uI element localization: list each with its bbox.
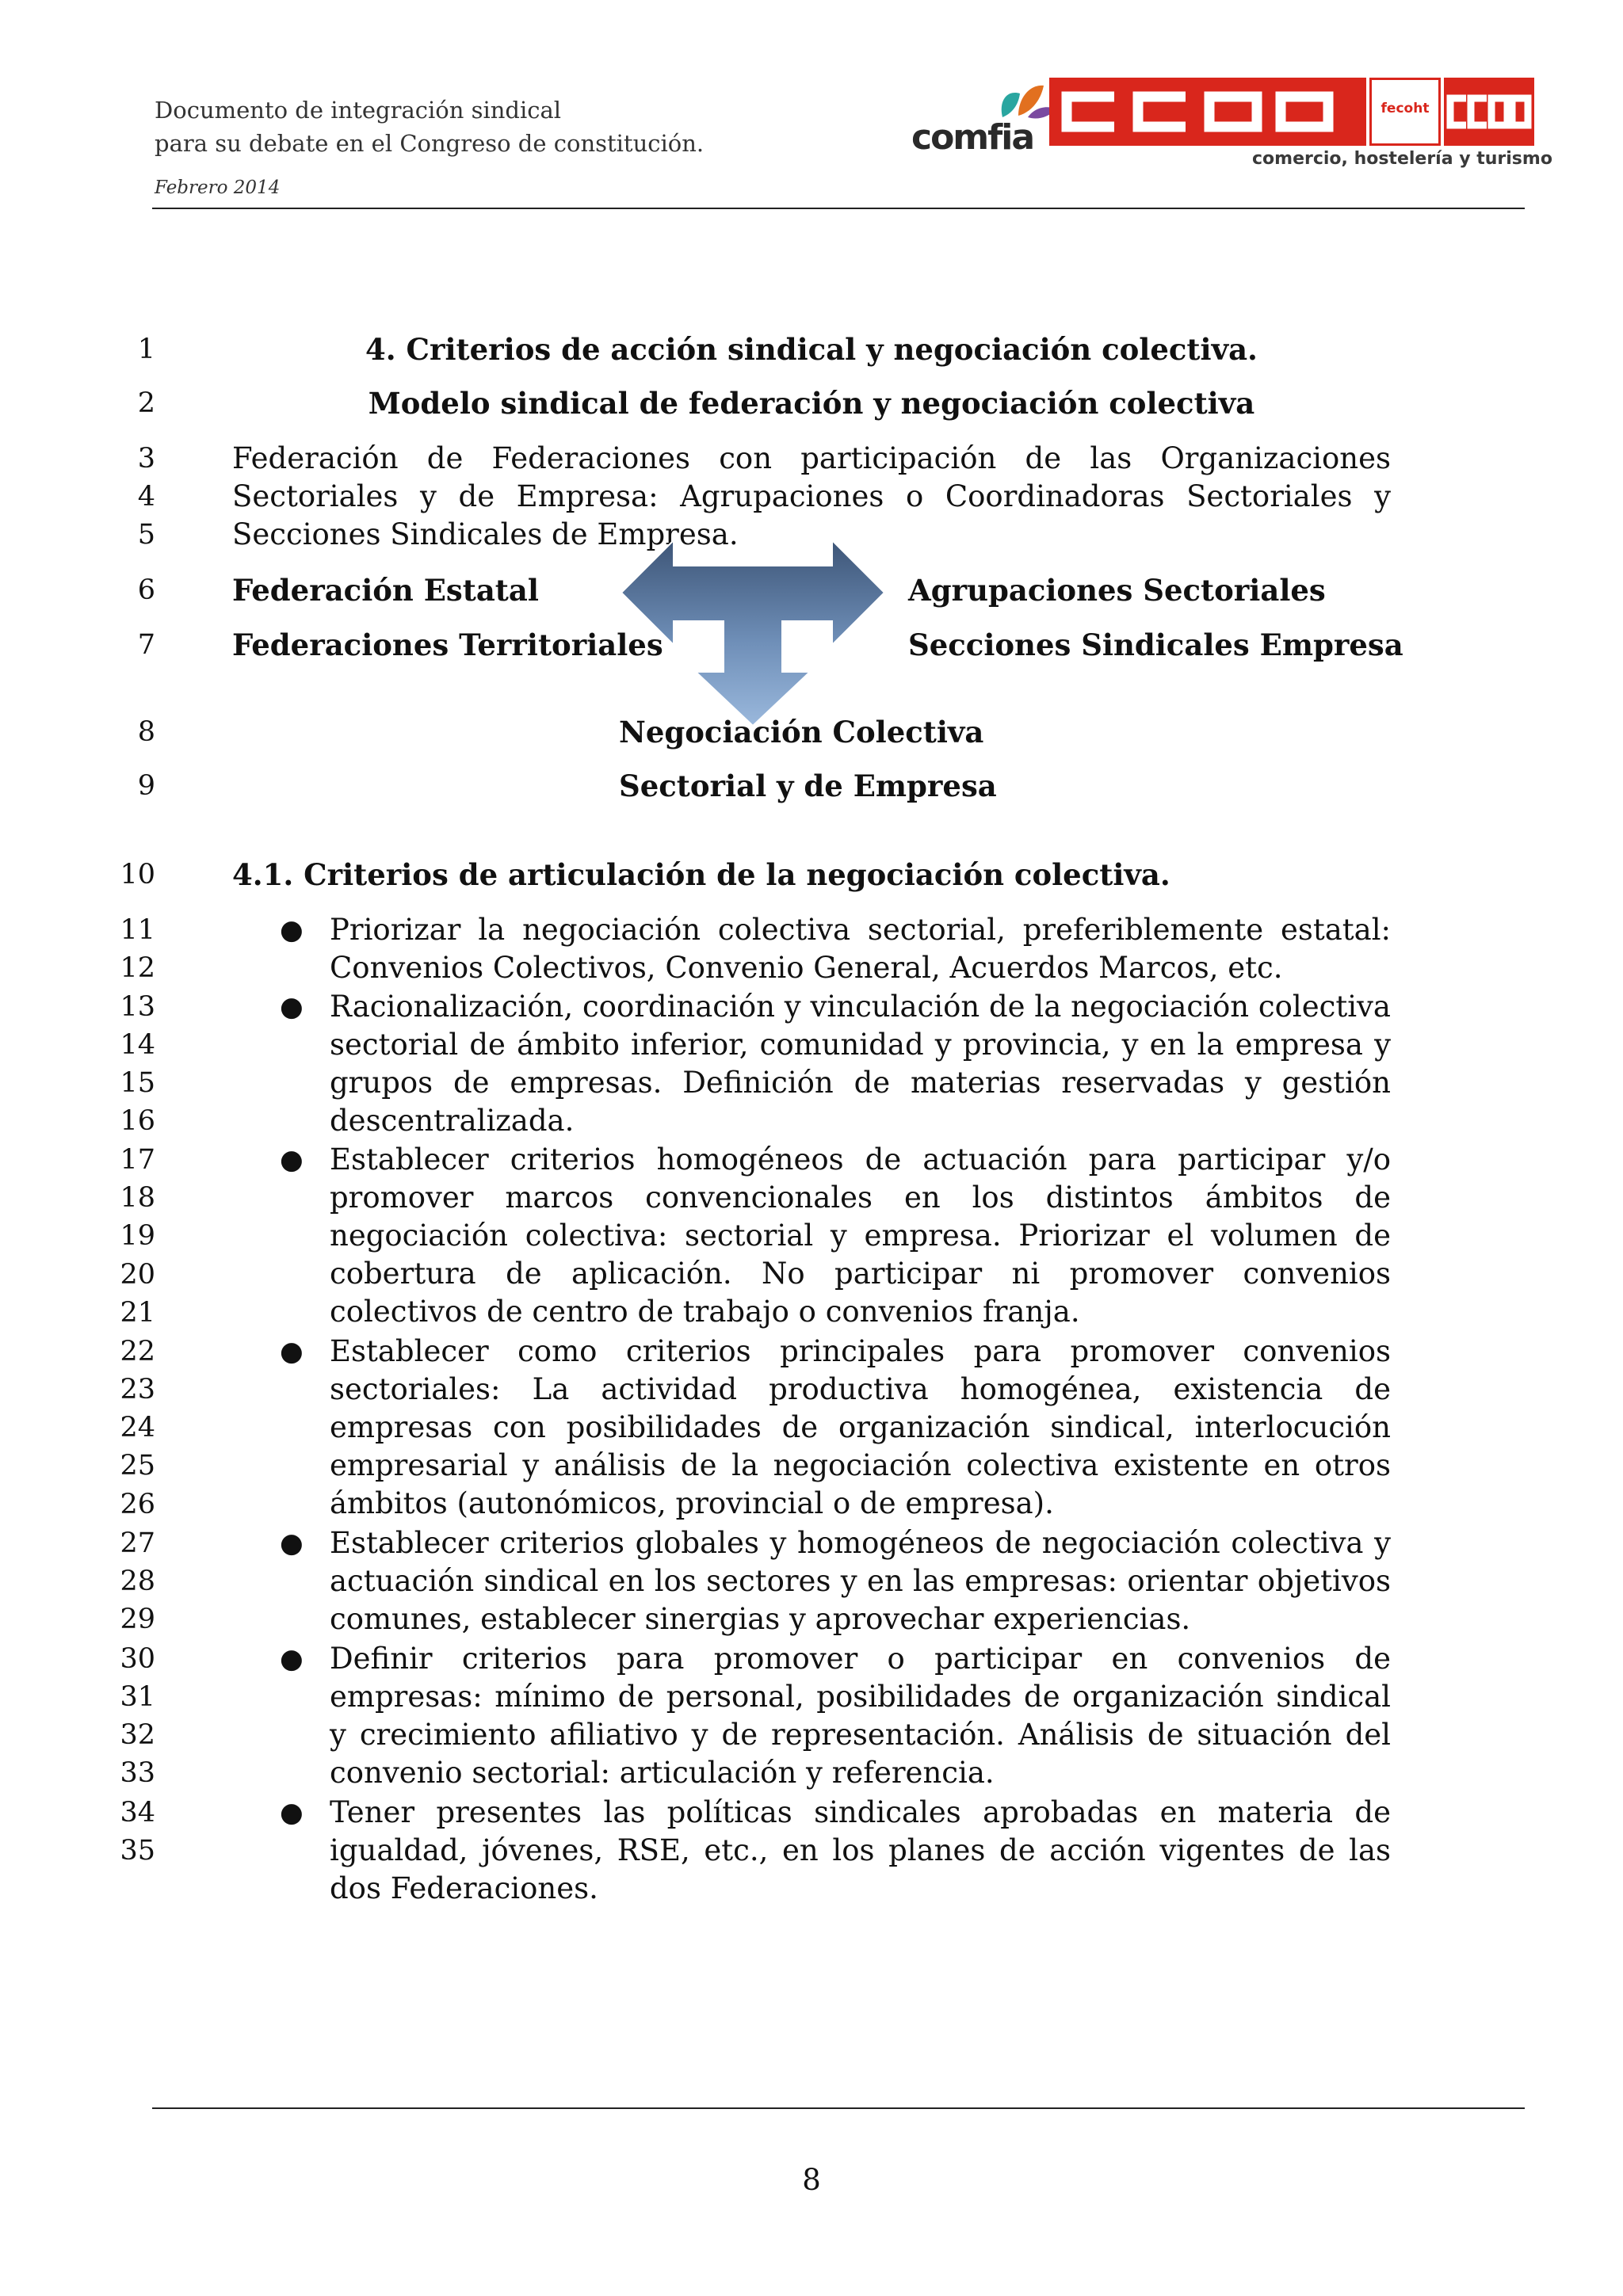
header-date: Febrero 2014 xyxy=(155,177,281,198)
subsection-title: 4.1. Criterios de articulación de la negociación colectiva. xyxy=(232,857,1170,892)
list-item-text: Establecer criterios homogéneos de actuación para participar y/o promover marcos convencionales en los distintos ámbitos de negociación colectiva: sectorial y empresa. Priorizar el volumen de cobertura de aplicación. No participar ni promover convenios colectivos de centro de trabajo o convenios franja. xyxy=(330,1142,1391,1329)
line-number: 20 xyxy=(120,1259,155,1291)
line-number: 12 xyxy=(120,952,155,984)
line-number: 11 xyxy=(120,914,155,946)
list-item-text: Priorizar la negociación colectiva sectorial, preferiblemente estatal: Convenios Colectivos, Convenio General, Acuerdos Marcos, etc. xyxy=(330,913,1391,985)
ccoo-logo-left xyxy=(1049,78,1366,146)
ccoo-logo-right-wide xyxy=(1444,78,1534,146)
line-number: 9 xyxy=(137,770,155,802)
line-number: 5 xyxy=(137,519,155,551)
fecoht-label: fecoht xyxy=(1381,101,1430,116)
line-number: 23 xyxy=(120,1374,155,1405)
line-number: 35 xyxy=(120,1835,155,1867)
diagram-bottom-1: Negociación Colectiva xyxy=(619,715,984,749)
line-number: 8 xyxy=(137,716,155,748)
line-number: 15 xyxy=(120,1067,155,1099)
section-title: 4. Criterios de acción sindical y negociación colectiva. xyxy=(365,332,1258,367)
ccoo-wordmark-small-icon xyxy=(1444,78,1534,146)
list-item-text: Tener presentes las políticas sindicales aprobadas en materia de igualdad, jóvenes, RSE, etc., en los planes de acción vigentes de las dos Federaciones. xyxy=(330,1795,1391,1905)
line-number: 25 xyxy=(120,1450,155,1482)
bullet-icon: ● xyxy=(280,1144,304,1176)
page-number: 8 xyxy=(802,2163,821,2197)
list-item-text: Establecer como criterios principales para promover convenios sectoriales: La actividad productiva homogénea, existencia de empresas con posibilidades de organización sindical, interlocución empresarial y análisis de la negociación colectiva existente en otros ámbitos (autonómicos, provincial o de empresa). xyxy=(330,1334,1391,1520)
section-subtitle: Modelo sindical de federación y negociación colectiva xyxy=(368,386,1255,421)
line-number: 19 xyxy=(120,1220,155,1252)
logo-tagline: comercio, hostelería y turismo xyxy=(1252,149,1552,169)
header-rule xyxy=(152,208,1525,209)
bullet-icon: ● xyxy=(280,1527,304,1559)
line-number: 17 xyxy=(120,1144,155,1176)
diagram-left-2: Federaciones Territoriales xyxy=(232,627,663,662)
header-title-line1: Documento de integración sindical xyxy=(155,97,562,124)
line-number: 22 xyxy=(120,1336,155,1367)
diagram-right-1: Agrupaciones Sectoriales xyxy=(908,573,1326,608)
line-number: 2 xyxy=(137,387,155,419)
line-number: 24 xyxy=(120,1412,155,1444)
intro-paragraph: Federación de Federaciones con participación de las Organizaciones Sectoriales y de Empresa: Agrupaciones o Coordinadoras Sectoriales y Secciones Sindicales de Empresa. xyxy=(232,441,1391,551)
bullet-icon: ● xyxy=(280,1643,304,1675)
line-number: 33 xyxy=(120,1757,155,1789)
line-number: 14 xyxy=(120,1029,155,1061)
line-number: 27 xyxy=(120,1527,155,1559)
list-item-text: Establecer criterios globales y homogéneos de negociación colectiva y actuación sindical en los sectores y en las empresas: orientar objetivos comunes, establecer sinergias y aprovechar experiencias. xyxy=(330,1526,1391,1636)
line-number: 26 xyxy=(120,1489,155,1520)
bullet-icon: ● xyxy=(280,1797,304,1829)
footer-rule xyxy=(152,2107,1525,2109)
line-number: 34 xyxy=(120,1797,155,1829)
diagram-right-2: Secciones Sindicales Empresa xyxy=(908,627,1403,662)
line-number: 21 xyxy=(120,1297,155,1329)
line-number: 30 xyxy=(120,1643,155,1675)
line-number: 13 xyxy=(120,991,155,1023)
list-item-text: Racionalización, coordinación y vinculación de la negociación colectiva sectorial de ámbito inferior, comunidad y provincia, y en la empresa y grupos de empresas. Definición de materias reservadas y gestión descentralizada. xyxy=(330,990,1391,1138)
line-number: 10 xyxy=(120,859,155,891)
bullet-icon: ● xyxy=(280,1336,304,1367)
line-number: 32 xyxy=(120,1719,155,1751)
bullet-icon: ● xyxy=(280,914,304,946)
ccoo-wordmark-icon xyxy=(1049,78,1366,146)
line-number: 4 xyxy=(137,481,155,513)
line-number: 28 xyxy=(120,1566,155,1597)
bullet-icon: ● xyxy=(280,991,304,1023)
list-item-text: Definir criterios para promover o participar en convenios de empresas: mínimo de personal, posibilidades de organización sindical y crecimiento afiliativo y de representación. Análisis de situación del convenio sectorial: articulación y referencia. xyxy=(330,1642,1391,1790)
line-number: 18 xyxy=(120,1182,155,1214)
line-number: 3 xyxy=(137,443,155,475)
header-title-line2: para su debate en el Congreso de constitución. xyxy=(155,130,705,157)
fecoht-logo xyxy=(1369,78,1441,146)
line-number: 16 xyxy=(120,1105,155,1137)
logos xyxy=(911,73,1552,176)
diagram-bottom-2: Sectorial y de Empresa xyxy=(619,769,997,803)
line-number: 1 xyxy=(137,334,155,365)
line-number: 29 xyxy=(120,1604,155,1635)
line-number: 7 xyxy=(137,629,155,661)
comfia-logo: comfia xyxy=(911,117,1034,158)
diagram-left-1: Federación Estatal xyxy=(232,573,539,608)
t-arrow-icon xyxy=(620,539,886,727)
line-number: 6 xyxy=(137,574,155,606)
line-number: 31 xyxy=(120,1681,155,1713)
